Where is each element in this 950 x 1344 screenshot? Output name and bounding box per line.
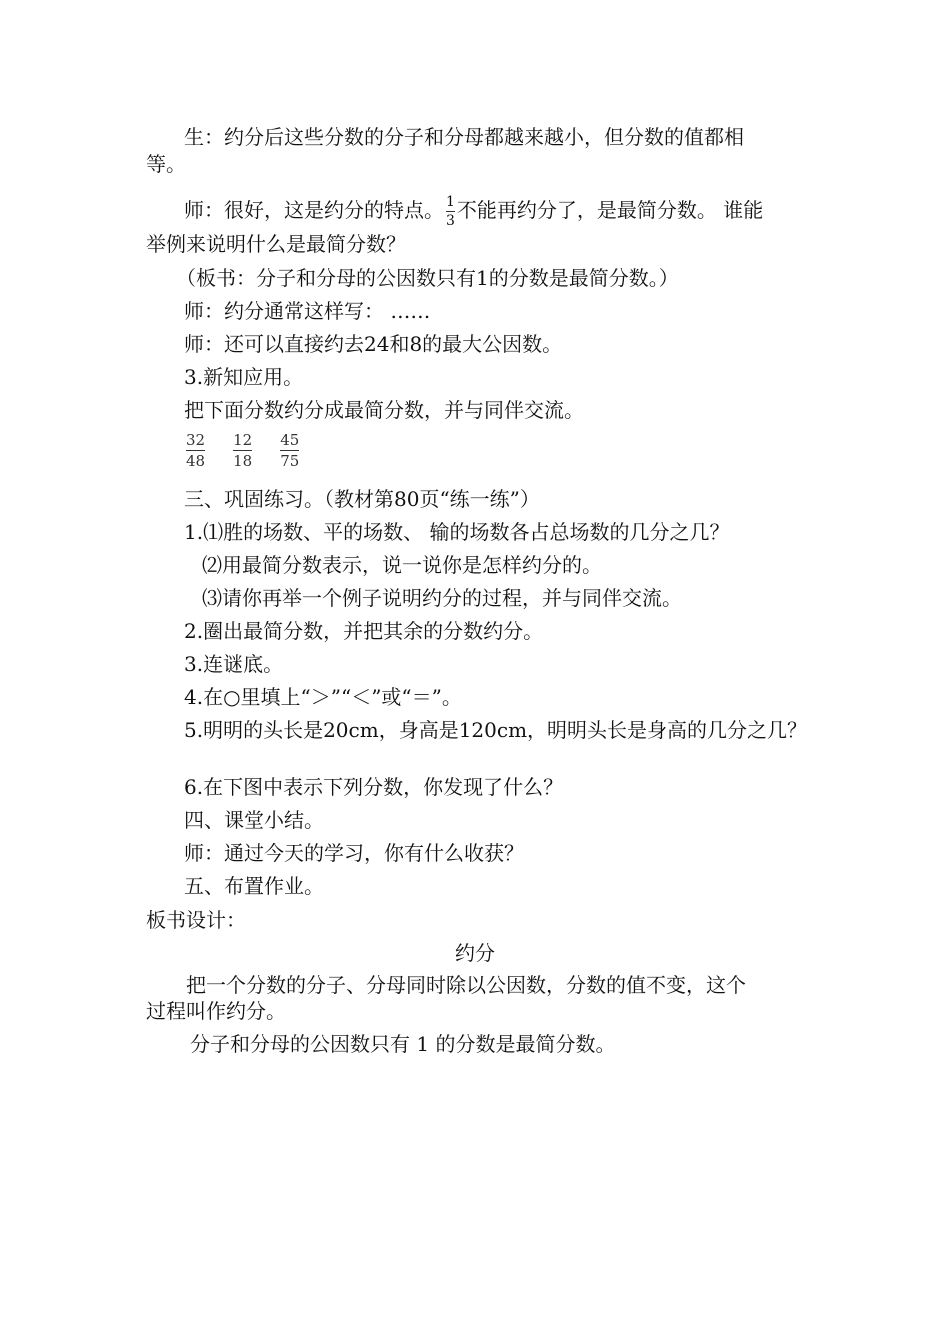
text-line: 5.明明的头长是20cm，身高是120cm，明明头长是身高的几分之几？ <box>184 718 808 742</box>
fraction <box>186 432 205 469</box>
text-line: 4.在○里填上“＞”“＜”或“＝”。 <box>184 685 462 709</box>
text-line: 把下面分数约分成最简分数，并与同伴交流。 <box>184 398 584 422</box>
text-line: 3.新知应用。 <box>184 365 304 389</box>
fraction <box>233 432 252 469</box>
section-heading: 四、课堂小结。 <box>184 808 324 832</box>
text-line: 过程叫作约分。 <box>146 999 286 1023</box>
text-line: ⑵用最简分数表示，说一说你是怎样约分的。 <box>202 553 602 577</box>
fraction-list <box>184 432 301 469</box>
text-line: 2.圈出最简分数，并把其余的分数约分。 <box>184 619 544 643</box>
text-line: 板书设计： <box>146 908 246 932</box>
numerator: 45 <box>280 431 300 449</box>
text-line: 举例来说明什么是最简分数？ <box>146 232 406 256</box>
text-line: 分子和分母的公因数只有 1 的分数是最简分数。 <box>190 1032 616 1056</box>
inline-fraction <box>446 195 455 228</box>
denominator: 75 <box>280 452 300 470</box>
denominator: 48 <box>186 452 206 470</box>
numerator: 32 <box>186 431 206 449</box>
text-line: （板书：分子和分母的公因数只有1的分数是最简分数。） <box>176 266 679 290</box>
numerator: 1 <box>446 194 455 210</box>
text-line: 把一个分数的分子、分母同时除以公因数，分数的值不变，这个 <box>186 973 746 997</box>
text-line: ⑶请你再举一个例子说明约分的过程，并与同伴交流。 <box>202 586 682 610</box>
text-segment: 不能再约分了，是最简分数。 谁能 <box>456 198 764 222</box>
text-line: 师：还可以直接约去24和8的最大公因数。 <box>184 332 563 356</box>
numerator: 12 <box>233 431 253 449</box>
section-heading: 三、巩固练习。（教材第80页“练一练”） <box>184 487 540 511</box>
fraction <box>280 432 299 469</box>
text-line: 等。 <box>146 152 186 176</box>
denominator: 3 <box>446 213 455 229</box>
text-line: 生：约分后这些分数的分子和分母都越来越小，但分数的值都相 <box>184 125 744 149</box>
text-segment: 师：很好，这是约分的特点。 <box>184 198 444 222</box>
text-line: 3.连谜底。 <box>184 652 284 676</box>
text-line <box>184 195 763 228</box>
text-line: 师：通过今天的学习，你有什么收获？ <box>184 841 524 865</box>
text-line: 师：约分通常这样写： …… <box>184 299 431 323</box>
board-title: 约分 <box>455 941 495 965</box>
denominator: 18 <box>233 452 253 470</box>
text-line: 6.在下图中表示下列分数，你发现了什么？ <box>184 775 564 799</box>
section-heading: 五、布置作业。 <box>184 874 324 898</box>
text-line: 1.⑴胜的场数、平的场数、 输的场数各占总场数的几分之几？ <box>184 520 730 544</box>
